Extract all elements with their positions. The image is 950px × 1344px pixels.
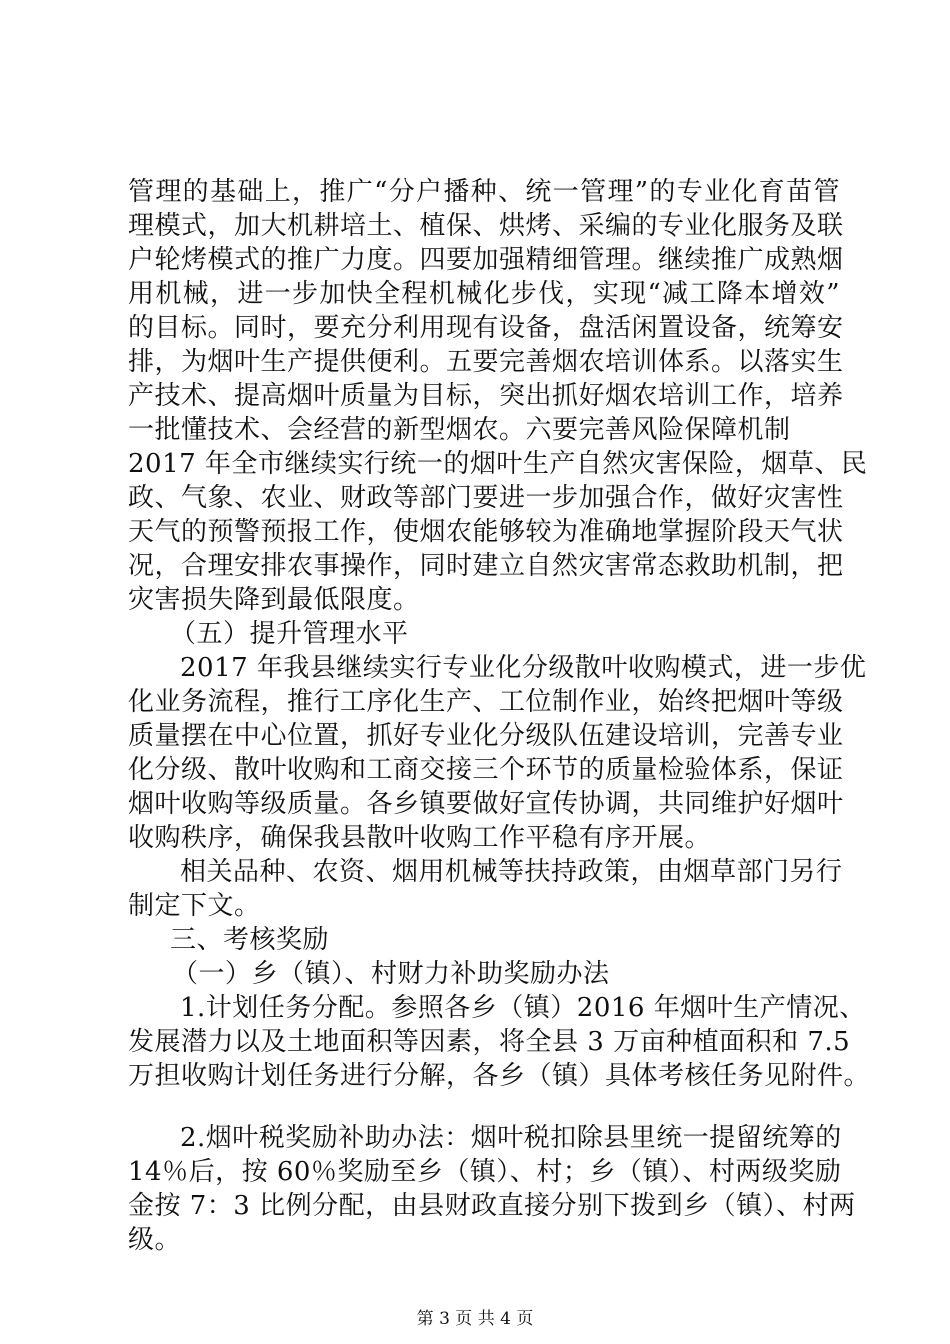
text-line: 收购秩序，确保我县散叶收购工作平稳有序开展。 xyxy=(128,823,712,853)
text-line: 2.烟叶税奖励补助办法：烟叶税扣除县里统一提留统筹的 xyxy=(180,1123,842,1153)
text-line: 产技术、提高烟叶质量为目标，突出抓好烟农培训工作，培养 xyxy=(128,381,844,411)
text-line: 天气的预警预报工作，使烟农能够较为准确地掌握阶段天气状 xyxy=(128,517,844,547)
section-heading: （五）提升管理水平 xyxy=(170,619,409,649)
text-line: 金按 7：3 比例分配，由县财政直接分别下拨到乡（镇）、村两 xyxy=(128,1191,856,1221)
text-line: 制定下文。 xyxy=(128,891,261,921)
section-heading: 三、考核奖励 xyxy=(170,925,330,955)
text-line: 化业务流程，推行工序化生产、工位制作业，始终把烟叶等级 xyxy=(128,687,844,717)
text-line: 的目标。同时，要充分利用现有设备，盘活闲置设备，统筹安 xyxy=(128,313,844,343)
text-line: 14％后，按 60％奖励至乡（镇）、村；乡（镇）、村两级奖励 xyxy=(128,1157,842,1187)
text-line: 1.计划任务分配。参照各乡（镇）2016 年烟叶生产情况、 xyxy=(180,993,866,1023)
text-line: 质量摆在中心位置，抓好专业化分级队伍建设培训，完善专业 xyxy=(128,721,844,751)
text-line: 相关品种、农资、烟用机械等扶持政策，由烟草部门另行 xyxy=(180,857,843,887)
text-line: 用机械，进一步加快全程机械化步伐，实现“减工降本增效” xyxy=(128,279,840,309)
text-line: 况，合理安排农事操作，同时建立自然灾害常态救助机制，把 xyxy=(128,551,844,581)
page-footer: 第 3 页 共 4 页 xyxy=(416,1309,534,1329)
text-line: 一批懂技术、会经营的新型烟农。六要完善风险保障机制 xyxy=(128,415,791,445)
text-line: 化分级、散叶收购和工商交接三个环节的质量检验体系，保证 xyxy=(128,755,844,785)
text-line: 政、气象、农业、财政等部门要进一步加强合作，做好灾害性 xyxy=(128,483,844,513)
text-line: 烟叶收购等级质量。各乡镇要做好宣传协调，共同维护好烟叶 xyxy=(128,789,844,819)
text-line: 万担收购计划任务进行分解，各乡（镇）具体考核任务见附件。 xyxy=(128,1061,871,1091)
section-heading: （一）乡（镇）、村财力补助奖励办法 xyxy=(172,959,610,989)
text-line: 灾害损失降到最低限度。 xyxy=(128,585,420,615)
text-line: 排，为烟叶生产提供便利。五要完善烟农培训体系。以落实生 xyxy=(128,347,844,377)
text-line: 户轮烤模式的推广力度。四要加强精细管理。继续推广成熟烟 xyxy=(128,245,844,275)
text-line: 管理的基础上，推广“分户播种、统一管理”的专业化育苗管 xyxy=(128,177,840,207)
text-line: 理模式，加大机耕培土、植保、烘烤、采编的专业化服务及联 xyxy=(128,211,844,241)
text-line: 2017 年我县继续实行专业化分级散叶收购模式，进一步优 xyxy=(180,653,867,683)
text-line: 2017 年全市继续实行统一的烟叶生产自然灾害保险，烟草、民 xyxy=(128,449,868,479)
text-line: 级。 xyxy=(128,1225,182,1255)
text-line: 发展潜力以及土地面积等因素，将全县 3 万亩种植面积和 7.5 xyxy=(128,1027,851,1057)
